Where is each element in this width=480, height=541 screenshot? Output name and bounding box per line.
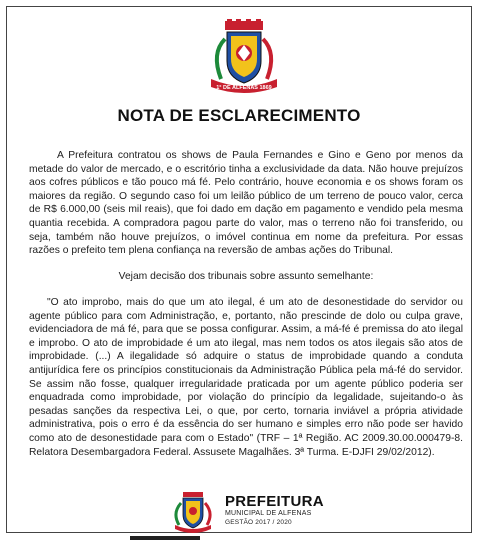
body-paragraph-2: Vejam decisão dos tribunais sobre assunto semelhante: (118, 271, 374, 282)
bottom-divider (130, 536, 200, 540)
footer-name: PREFEITURA (225, 493, 324, 510)
footer-crest-icon (167, 491, 219, 533)
page-frame (6, 6, 472, 533)
page-title: NOTA DE ESCLARECIMENTO (117, 106, 361, 125)
quoted-decision-paragraph: "O ato improbo, mais do que um ato ilegal, é um ato de desonestidade do servidor ou agente público para com Administração, e, portanto, não prescinde de dolo ou culpa grave, evidenciadora de má fé, para que se possa configurar. Assim, a má-fé é premissa do ato ilegal e improbo. O ato de improbidade é um ato ilegal, mas nem todos os atos ilegais são atos de improbidade. (...) A ilegalidade só adquire o status de improbidade quando a conduta antijurídica fere os princípios constitucionais da Administração Pública pela má-fé do servidor. Se assim não fosse, qualquer irregularidade praticada por um agente público poderia ser enquadrada como improbidade, por violação do princípio da legalidade, sujeitando-o às pesadas sanções da respectiva Lei, o que, por certo, tornaria inviável a própria atividade administrativa, pois o erro é da essência do ser humano e simples erro não pode ser havido como ato de desonestidade para com o Estado" (TRF – 1ª Região. AC 2009.30.00.000479-8. Relatora Desembargadora Federal. Assusete Magalhães. 3ª Turma. E-DJFI 29/02/2012). (29, 297, 463, 458)
body-paragraph-1: A Prefeitura contratou os shows de Paula Fernandes e Gino e Geno por menos da metade do valor de mercado, e o escritório tinha a exclusividade da data. Não houve prejuízos aos cofres públicos e tão pouco má fé. Pelo contrário, houve economia e os shows foram os maiores da região. O segundo caso foi um leilão público de um terreno de pouco valor, cerca de R$ 6.000,00 (seis mil reais), que foi dado em dação em pagamento e vendido pela mesma quantia recebida. A compradora pagou parte do valor, mas o terreno não foi transferido, ou seja, também não houve prejuízos, o imóvel continua em nome da prefeitura. Por essas razões o prefeito tem plena confiança na reversão de ambas ações do Tribunal. (29, 150, 463, 257)
footer-prefeitura-logo (167, 491, 327, 533)
city-crest-logo (203, 19, 285, 95)
svg-text:1° DE ALFENAS 1869: 1° DE ALFENAS 1869 (216, 85, 272, 91)
footer-term: GESTÃO 2017 / 2020 (225, 519, 292, 526)
footer-subtitle: MUNICIPAL DE ALFENAS (225, 510, 312, 517)
